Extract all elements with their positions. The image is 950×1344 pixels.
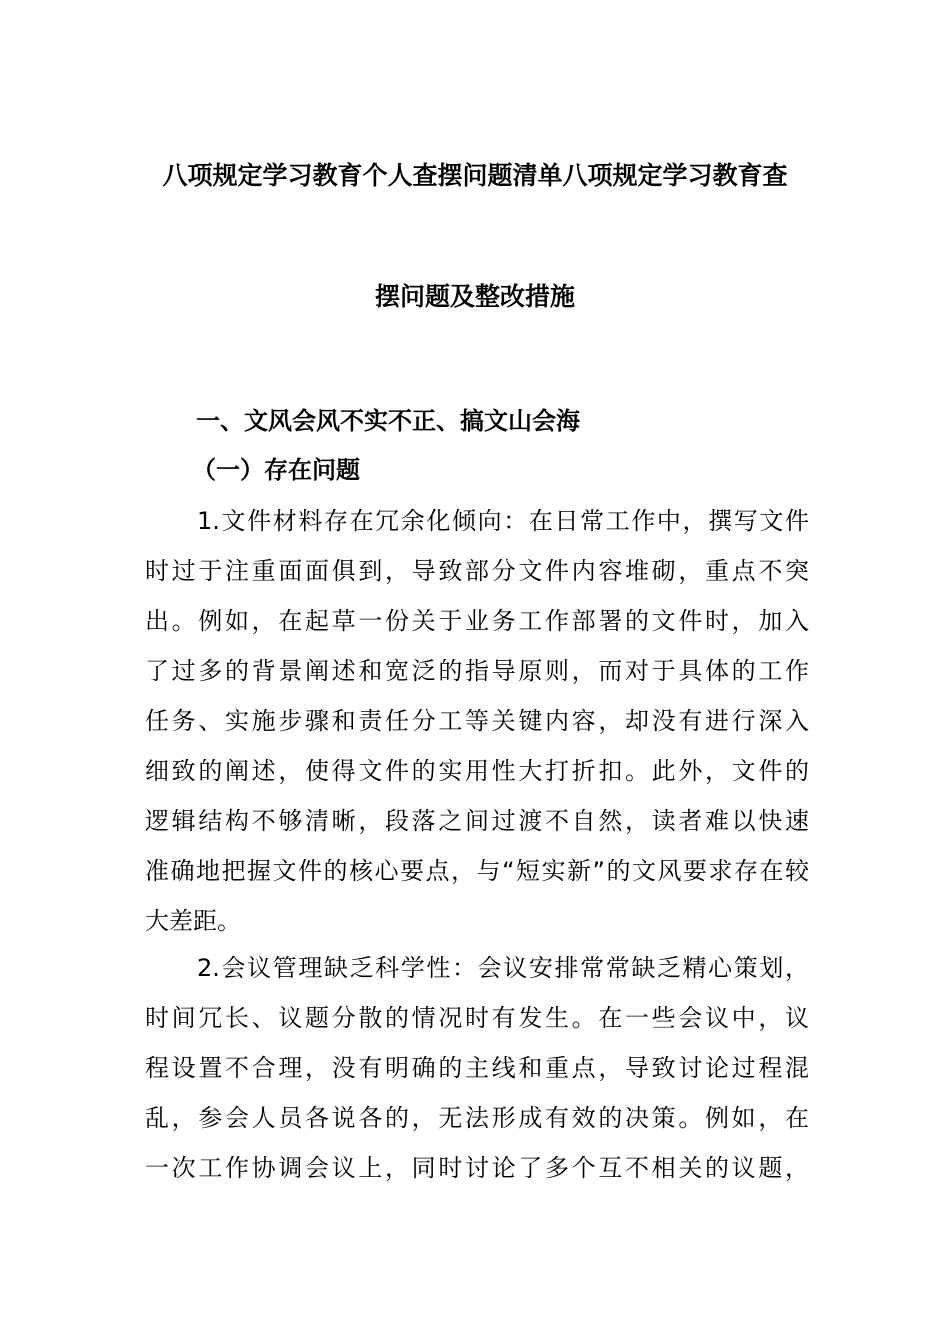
paragraph-line: 细致的阐述，使得文件的实用性大打折扣。此外，文件的 [145,757,809,785]
paragraph-line: 任务、实施步骤和责任分工等关键内容，却没有进行深入 [145,707,809,735]
paragraph-line: 2.会议管理缺乏科学性：会议安排常常缺乏精心策划， [197,954,809,982]
paragraph-2 [145,943,809,1193]
subsection-heading: （一）存在问题 [192,456,360,484]
paragraph-1 [145,496,809,946]
paragraph-line: 乱，参会人员各说各的，无法形成有效的决策。例如，在 [145,1104,809,1132]
paragraph-line: 了过多的背景阐述和宽泛的指导原则，而对于具体的工作 [145,657,809,685]
paragraph-line: 出。例如，在起草一份关于业务工作部署的文件时，加入 [145,607,809,635]
paragraph-line: 时间冗长、议题分散的情况时有发生。在一些会议中，议 [145,1004,809,1032]
paragraph-line: 1.文件材料存在冗余化倾向：在日常工作中，撰写文件 [197,507,809,535]
paragraph-line: 大差距。 [145,907,241,935]
paragraph-line: 逻辑结构不够清晰，段落之间过渡不自然，读者难以快速 [145,807,809,835]
document-title-line-2: 摆问题及整改措施 [374,282,575,311]
paragraph-line: 程设置不合理，没有明确的主线和重点，导致讨论过程混 [145,1054,809,1082]
document-title-line-1: 八项规定学习教育个人查摆问题清单八项规定学习教育查 [162,161,788,190]
paragraph-line: 一次工作协调会议上，同时讨论了多个互不相关的议题， [145,1154,809,1182]
section-heading: 一、文风会风不实不正、搞文山会海 [196,407,580,435]
paragraph-line: 时过于注重面面俱到，导致部分文件内容堆砌，重点不突 [145,557,809,585]
paragraph-line: 准确地把握文件的核心要点，与“短实新”的文风要求存在较 [145,857,809,885]
